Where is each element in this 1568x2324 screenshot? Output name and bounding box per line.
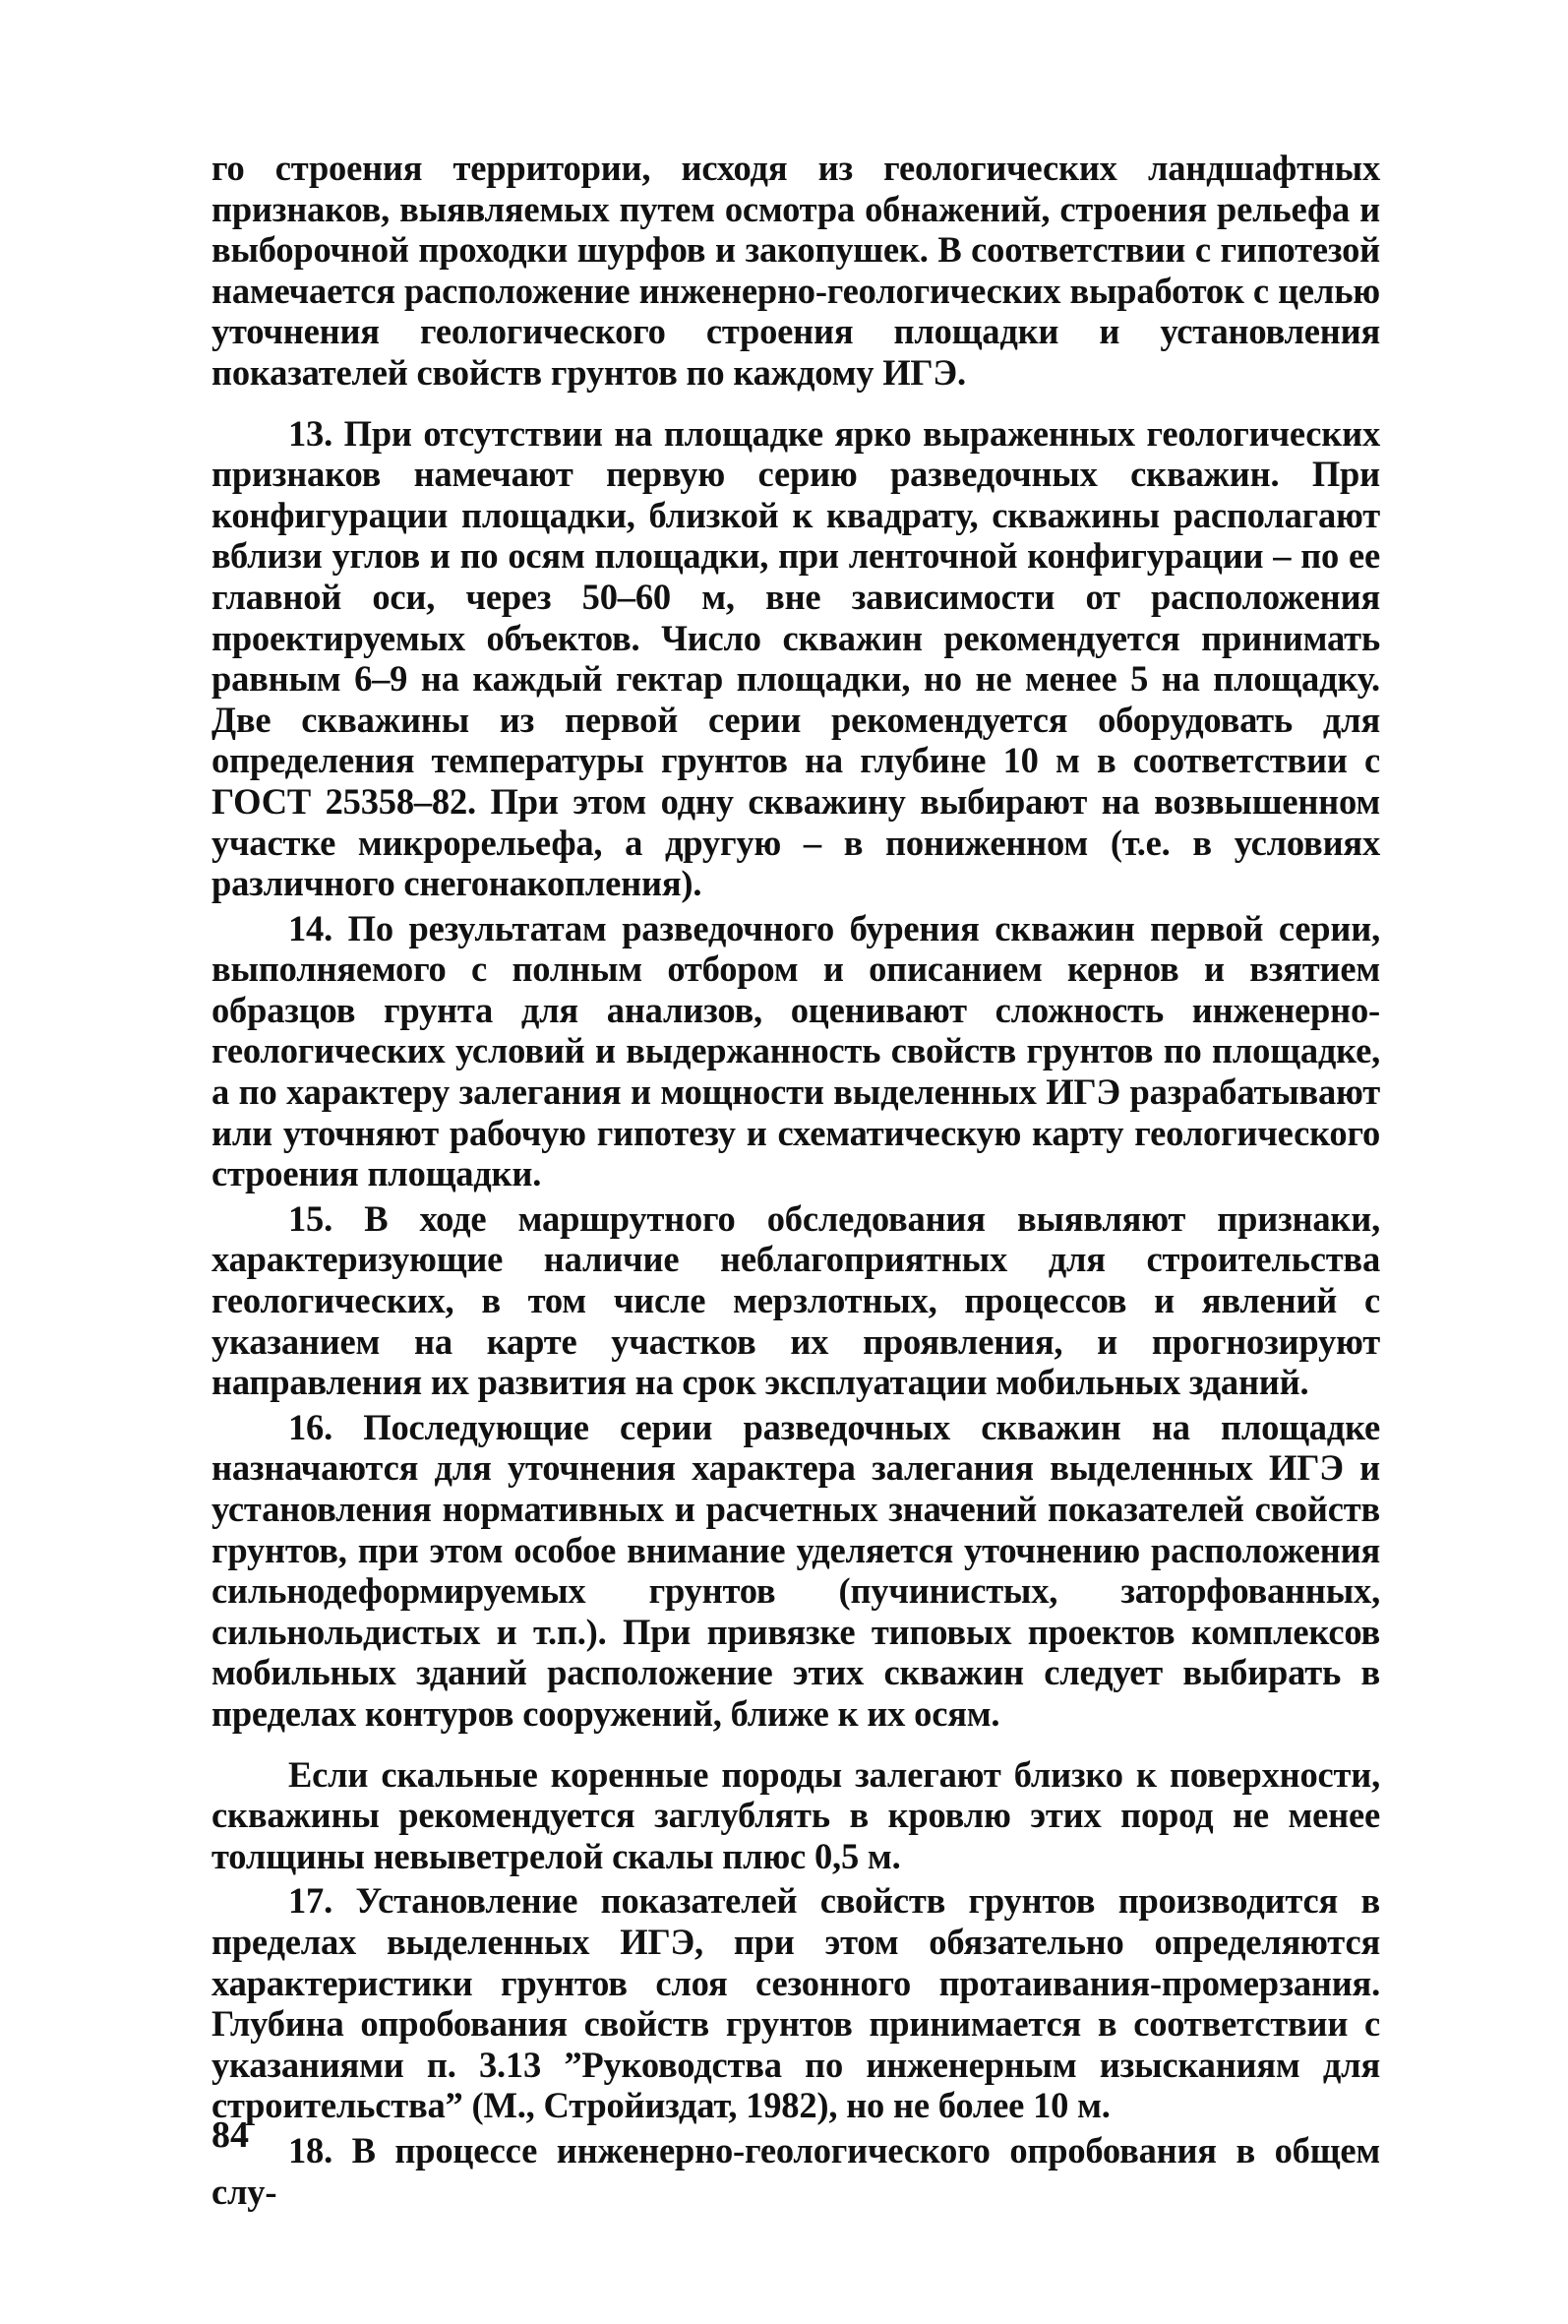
paragraph-18: 18. В процессе инженерно-геологического опробования в общем слу- xyxy=(211,2129,1380,2212)
paragraph-continuation: го строения территории, исходя из геологических ландшафтных признаков, выявляемых путем осмотра обнажений, строения рельефа и выборочной проходки шурфов и закопушек. В соответствии с гипотезой намечается расположение инженерно-геологических выработок с целью уточнения геологического строения площадки и установления показателей свойств грунтов по каждому ИГЭ. xyxy=(211,148,1380,393)
paragraph-14: 14. По результатам разведочного бурения скважин первой серии, выполняемого с полным отбором и описанием кернов и взятием образцов грунта для анализов, оценивают сложность инженерно-геологических условий и выдержанность свойств грунтов по площадке, а по характеру залегания и мощности выделенных ИГЭ разрабатывают или уточняют рабочую гипотезу и схематическую карту геологического строения площадки. xyxy=(211,907,1380,1194)
paragraph-15: 15. В ходе маршрутного обследования выявляют признаки, характеризующие наличие неблагоприятных для строительства геологических, в том числе мерзлотных, процессов и явлений с указанием на карте участков их проявления, и прогнозируют направления их развития на срок эксплуатации мобильных зданий. xyxy=(211,1197,1380,1403)
paragraph-16-note: Если скальные коренные породы залегают близко к поверхности, скважины рекомендуется заглублять в кровлю этих пород не менее толщины невыветрелой скалы плюс 0,5 м. xyxy=(211,1753,1380,1876)
page-number: 84 xyxy=(211,2114,249,2156)
paragraph-13: 13. При отсутствии на площадке ярко выраженных геологических признаков намечают первую серию разведочных скважин. При конфигурации площадки, близкой к квадрату, скважины располагают вблизи углов и по осям площадки, при ленточной конфигурации – по ее главной оси, через 50–60 м, вне зависимости от расположения проектируемых объектов. Число скважин рекомендуется принимать равным 6–9 на каждый гектар площадки, но не менее 5 на площадку. Две скважины из первой серии рекомендуется оборудовать для определения температуры грунтов на глубине 10 м в соответствии с ГОСТ 25358–82. При этом одну скважину выбирают на возвышенном участке микрорельефа, а другую – в пониженном (т.е. в условиях различного снегонакопления). xyxy=(211,412,1380,904)
paragraph-16: 16. Последующие серии разведочных скважин на площадке назначаются для уточнения характера залегания выделенных ИГЭ и установления нормативных и расчетных значений показателей свойств грунтов, при этом особое внимание уделяется уточнению расположения сильнодеформируемых грунтов (пучинистых, заторфованных, сильнольдистых и т.п.). При привязке типовых проектов комплексов мобильных зданий расположение этих скважин следует выбирать в пределах контуров сооружений, ближе к их осям. xyxy=(211,1406,1380,1734)
paragraph-17: 17. Установление показателей свойств грунтов производится в пределах выделенных ИГЭ, при этом обязательно определяются характеристики грунтов слоя сезонного протаивания-промерзания. Глубина опробования свойств грунтов принимается в соответствии с указаниями п. 3.13 ”Руководства по инженерным изысканиям для строительства” (М., Стройиздат, 1982), но не более 10 м. xyxy=(211,1880,1380,2126)
body-text xyxy=(211,148,1380,2212)
